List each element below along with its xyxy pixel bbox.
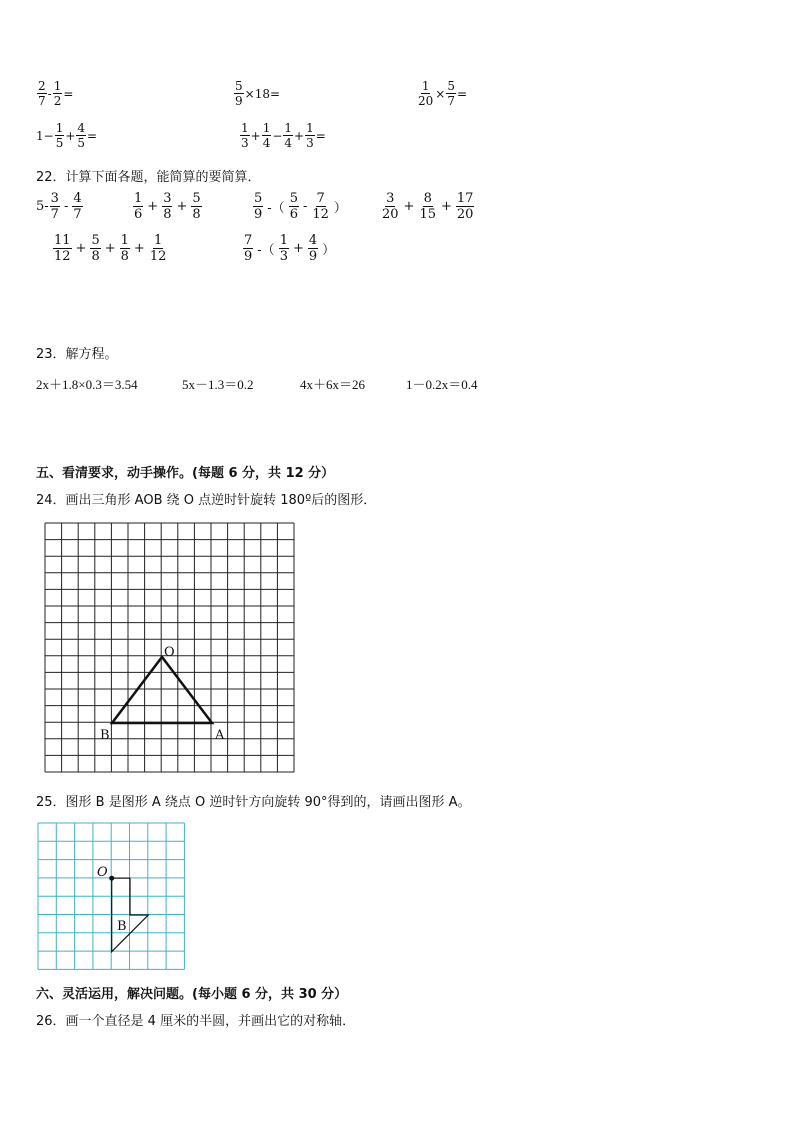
label-o: O <box>97 865 108 880</box>
q22-p2: $\frac{1}{6}$ + $\frac{3}{8}$ + $\frac{5}{8}$ <box>134 191 201 222</box>
q22-p5: $\frac{11}{12}$ + $\frac{5}{8}$ + $\frac{1}{8}$ + $\frac{1}{12}$ <box>54 233 167 264</box>
equation-3: 4x＋6x＝26 <box>300 377 366 392</box>
q22-p1: 5- $\frac{3}{7}$ - $\frac{4}{7}$ <box>36 191 82 222</box>
q22-title: 22．计算下面各题，能简算的要简算． <box>36 170 261 185</box>
q22-p3: $\frac{5}{9}$ -（ $\frac{5}{6}$ - $\frac{7}{12}$ ） <box>254 191 347 222</box>
equation-4: 1－0.2x＝0.4 <box>406 377 478 392</box>
equation-1: 2x＋1.8×0.3＝3.54 <box>36 377 138 392</box>
q25-title: 25．图形 B 是图形 A 绕点 O 逆时针方向旋转 90°得到的，请画出图形 A。 <box>36 795 471 810</box>
q24-title: 24．画出三角形 AOB 绕 O 点逆时针旋转 180º后的图形． <box>36 493 377 508</box>
expr-r2-1: 1− $\frac{1}{5}$ + $\frac{4}{5}$ = <box>36 121 98 150</box>
label-b: B <box>100 728 110 743</box>
expr-r2-2: $\frac{1}{3}$ + $\frac{1}{4}$ − $\frac{1}{4}$ + $\frac{1}{3}$ = <box>241 121 326 150</box>
q25-grid <box>37 822 189 974</box>
section-5-title: 五、看清要求，动手操作。(每题 6 分，共 12 分） <box>36 466 335 481</box>
label-o: O <box>164 645 175 660</box>
q23-title: 23．解方程。 <box>36 347 118 362</box>
point-o <box>109 876 114 881</box>
q26-title: 26．画一个直径是 4 厘米的半圆，并画出它的对称轴． <box>36 1014 356 1029</box>
q22-p4: $\frac{3}{20}$ + $\frac{8}{15}$ + $\frac{17}{20}$ <box>382 191 474 222</box>
expr-r1-3: $\frac{1}{20}$ × $\frac{5}{7}$ = <box>418 79 468 108</box>
equation-2: 5x－1.3＝0.2 <box>182 377 254 392</box>
label-b: B <box>117 919 127 934</box>
q22-p6: $\frac{7}{9}$ -（ $\frac{1}{3}$ + $\frac{4}{9}$ ） <box>244 233 336 264</box>
label-a: A <box>215 728 225 743</box>
triangle-aob <box>112 657 212 723</box>
expr-r1-1: $\frac{2}{7}$ - $\frac{1}{2}$ = <box>38 79 74 108</box>
q24-grid <box>40 518 298 778</box>
section-6-title: 六、灵活运用，解决问题。(每小题 6 分，共 30 分） <box>36 987 348 1002</box>
expr-r1-2: $\frac{5}{9}$ ×18= <box>235 79 281 108</box>
